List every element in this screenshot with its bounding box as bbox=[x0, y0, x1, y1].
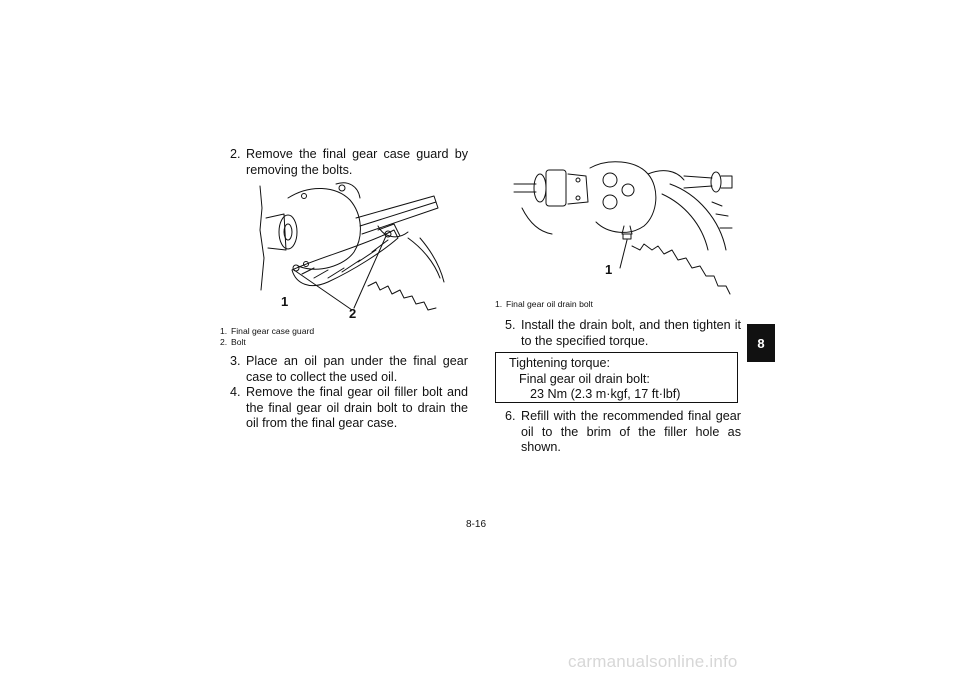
step-3 bbox=[230, 354, 468, 385]
watermark: carmanualsonline.info bbox=[568, 652, 738, 671]
step-number: 4. bbox=[230, 385, 241, 399]
final-gear-oil-drain-bolt-illustration bbox=[512, 154, 740, 296]
tightening-torque-box bbox=[495, 352, 738, 403]
page-number: 8-16 bbox=[466, 519, 487, 530]
callout-1: 1 bbox=[281, 294, 289, 309]
step-6 bbox=[505, 409, 741, 456]
step-number: 5. bbox=[505, 318, 516, 332]
step-text: Refill with the recommended final gear oil to the brim of the filler hole as shown. bbox=[521, 409, 741, 454]
callout-2: 2 bbox=[349, 306, 357, 321]
torque-item: Final gear oil drain bolt: bbox=[519, 371, 650, 386]
figure-1-caption-1: 1. Final gear case guard bbox=[220, 326, 315, 336]
step-text: Remove the final gear case guard by removing the bolts. bbox=[246, 147, 468, 177]
step-number: 2. bbox=[230, 147, 241, 161]
figure-1-caption-2: 2. Bolt bbox=[220, 337, 246, 347]
step-2 bbox=[230, 147, 468, 178]
step-4 bbox=[230, 385, 468, 432]
torque-heading: Tightening torque: bbox=[509, 356, 611, 370]
step-text: Install the drain bolt, and then tighten it to the specified torque. bbox=[521, 318, 741, 348]
figure-2-caption-1: 1. Final gear oil drain bolt bbox=[495, 299, 593, 309]
step-number: 6. bbox=[505, 409, 516, 423]
step-number: 3. bbox=[230, 354, 241, 368]
chapter-tab: 8 bbox=[747, 324, 775, 362]
callout-1: 1 bbox=[605, 262, 613, 277]
step-5 bbox=[505, 318, 741, 349]
step-text: Place an oil pan under the final gear case to collect the used oil. bbox=[246, 354, 468, 384]
step-text: Remove the final gear oil filler bolt and the final gear oil drain bolt to drain the oil from the final gear case. bbox=[246, 385, 468, 430]
torque-value: 23 Nm (2.3 m·kgf, 17 ft·lbf) bbox=[530, 387, 681, 401]
